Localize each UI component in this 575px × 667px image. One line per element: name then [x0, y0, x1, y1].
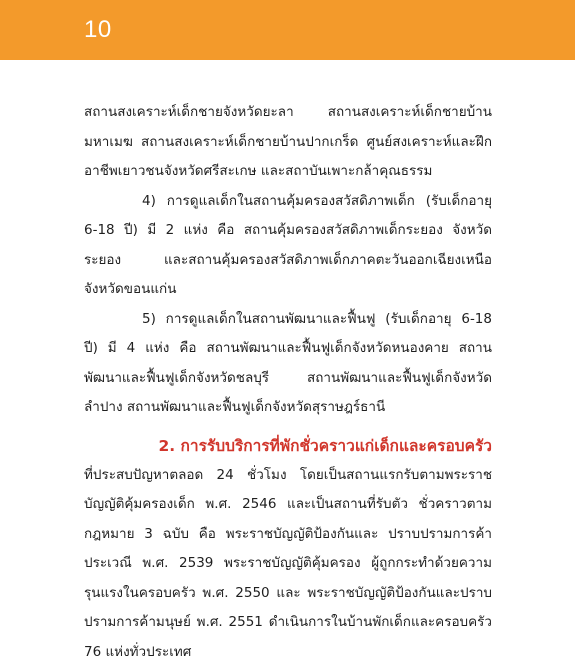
- page-content: [84, 98, 492, 667]
- section-title: 2. การรับบริการที่พักชั่วคราวแก่เด็กและครอบครัว: [84, 431, 492, 461]
- paragraph-shelters: สถานสงเคราะห์เด็กชายจังหวัดยะลา สถานสงเคราะห์เด็กชายบ้านมหาเมฆ สถานสงเคราะห์เด็กชายบ้านปากเกร็ด ศูนย์สงเคราะห์และฝึกอาชีพเยาวชนจังหวัดศรีสะเกษ และสถาบันเพาะกล้าคุณธรรม: [84, 98, 492, 187]
- page-number: 10: [84, 16, 112, 44]
- header-bar: [0, 0, 575, 60]
- paragraph-section-2: ที่ประสบปัญหาตลอด 24 ชั่วโมง โดยเป็นสถานแรกรับตามพระราชบัญญัติคุ้มครองเด็ก พ.ศ. 2546 และเป็นสถานที่รับตัว ชั่วคราวตามกฎหมาย 3 ฉบับ คือ พระราชบัญญัติป้องกันและ ปราบปรามการค้าประเวณี พ.ศ. 2539 พระราชบัญญัติคุ้มครอง ผู้ถูกกระทำด้วยความรุนแรงในครอบครัว พ.ศ. 2550 และ พระราชบัญญัติป้องกันและปราบปรามการค้ามนุษย์ พ.ศ. 2551 ดำเนินการในบ้านพักเด็กและครอบครัว 76 แห่งทั่วประเทศ: [84, 461, 492, 667]
- paragraph-item-4: 4) การดูแลเด็กในสถานคุ้มครองสวัสดิภาพเด็ก (รับเด็กอายุ 6-18 ปี) มี 2 แห่ง คือ สถานคุ้มครองสวัสดิภาพเด็กระยอง จังหวัดระยอง และสถานคุ้มครองสวัสดิภาพเด็กภาคตะวันออกเฉียงเหนือจังหวัดขอนแก่น: [84, 187, 492, 305]
- paragraph-item-5: 5) การดูแลเด็กในสถานพัฒนาและฟื้นฟู (รับเด็กอายุ 6-18 ปี) มี 4 แห่ง คือ สถานพัฒนาและฟื้นฟูเด็กจังหวัดหนองคาย สถานพัฒนาและฟื้นฟูเด็กจังหวัดชลบุรี สถานพัฒนาและฟื้นฟูเด็กจังหวัดลำปาง สถานพัฒนาและฟื้นฟูเด็กจังหวัดสุราษฎร์ธานี: [84, 305, 492, 423]
